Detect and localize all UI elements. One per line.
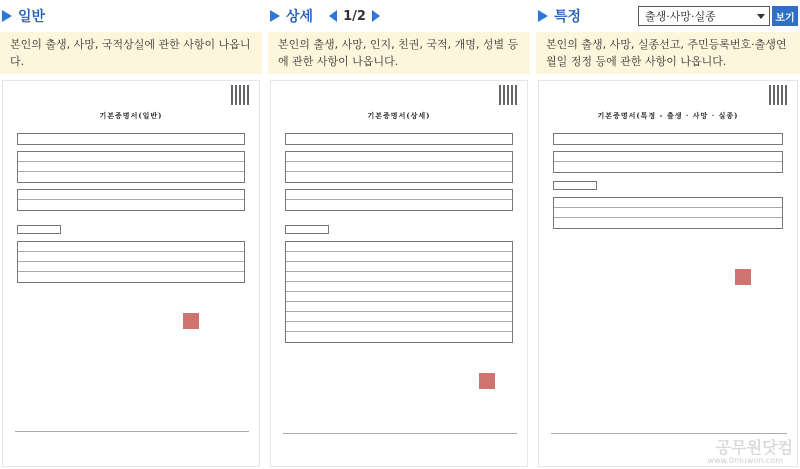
- panel-title: 상세: [286, 9, 314, 25]
- brand-watermark-url: www.0muwon.com: [707, 456, 783, 465]
- doc-table: [553, 133, 783, 145]
- doc-table: [285, 241, 513, 343]
- doc-table: [285, 189, 513, 211]
- certificate-preview: [538, 80, 798, 467]
- qr-code-icon: [231, 85, 251, 105]
- triangle-bullet-icon: [270, 10, 280, 22]
- doc-table: [553, 197, 783, 229]
- official-seal-icon: [183, 313, 199, 329]
- certificate-preview: [270, 80, 528, 467]
- doc-section-tag: [17, 225, 61, 234]
- doc-section-tag: [553, 181, 597, 190]
- panel-title: 일반: [18, 9, 46, 25]
- triangle-bullet-icon: [2, 10, 12, 22]
- certificate-title: 기본증명서(상세): [367, 111, 431, 120]
- certificate-preview: [2, 80, 260, 467]
- doc-table: [553, 151, 783, 173]
- panel-description: 본인의 출생, 사망, 국적상실에 관한 사항이 나옵니다.: [0, 32, 262, 74]
- qr-code-icon: [769, 85, 789, 105]
- panel-title: 특정: [554, 9, 582, 25]
- panel-header: [2, 5, 260, 27]
- doc-table: [285, 133, 513, 145]
- qr-code-icon: [499, 85, 519, 105]
- doc-table: [17, 151, 245, 183]
- brand-watermark: 공무원닷컴: [715, 438, 793, 457]
- doc-table: [285, 151, 513, 183]
- doc-section-tag: [285, 225, 329, 234]
- type-selector: [638, 6, 798, 26]
- page-pager: [323, 9, 386, 24]
- next-page-icon[interactable]: [372, 10, 380, 22]
- certificate-title: 기본증명서(일반): [99, 111, 163, 120]
- certificate-title: 기본증명서(특정 - 출생 · 사망 · 실종): [597, 111, 739, 120]
- type-select[interactable]: [638, 6, 770, 26]
- doc-table: [17, 189, 245, 211]
- doc-footer: [283, 433, 517, 447]
- panel-specific: [536, 0, 800, 469]
- official-seal-icon: [479, 373, 495, 389]
- type-select-value: 출생·사망·실종: [645, 10, 716, 23]
- prev-page-icon[interactable]: [329, 10, 337, 22]
- doc-table: [17, 133, 245, 145]
- doc-footer: [15, 431, 249, 445]
- panel-description: 본인의 출생, 사망, 인지, 친권, 국적, 개명, 성별 등에 관한 사항이 나옵니다.: [268, 32, 530, 74]
- panel-header: [270, 5, 528, 27]
- doc-table: [17, 241, 245, 283]
- triangle-bullet-icon: [538, 10, 548, 22]
- official-seal-icon: [735, 269, 751, 285]
- panel-detail: [268, 0, 530, 469]
- panel-general: [0, 0, 262, 469]
- page-indicator: 1/2: [343, 8, 366, 24]
- view-button[interactable]: 보기: [772, 6, 798, 26]
- panel-description: 본인의 출생, 사망, 실종선고, 주민등록번호·출생연월일 정정 등에 관한 사항이 나옵니다.: [536, 32, 800, 74]
- chevron-down-icon: [757, 14, 765, 19]
- panel-header: [538, 5, 798, 27]
